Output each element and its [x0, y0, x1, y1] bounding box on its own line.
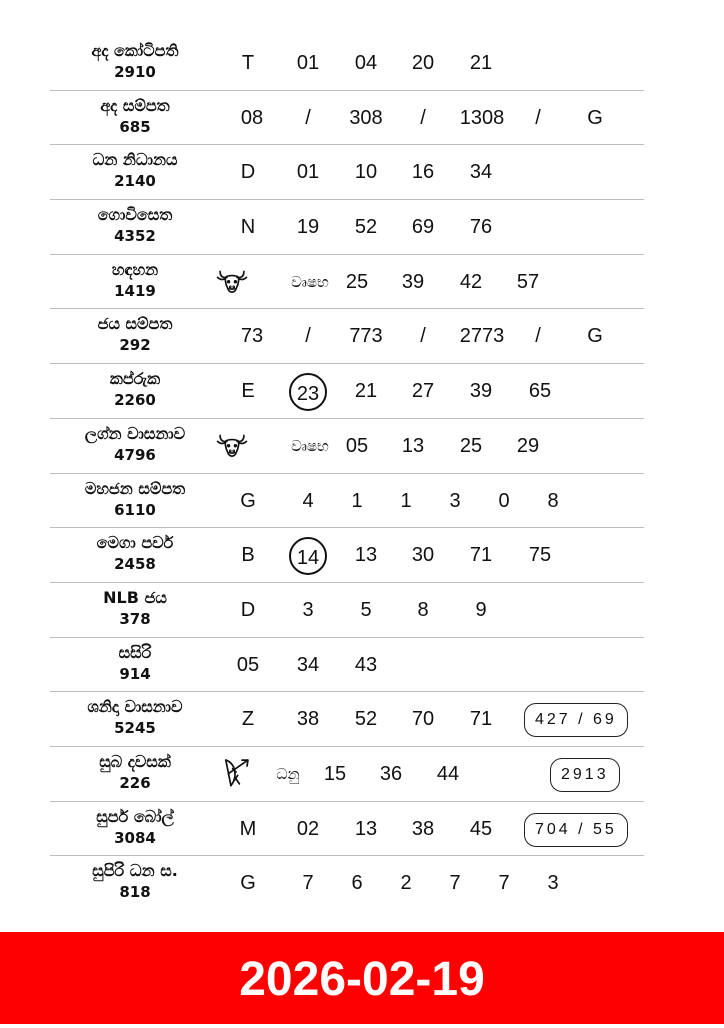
- result-number: 39: [401, 270, 425, 293]
- result-number: 02: [296, 817, 320, 840]
- result-number: 773: [349, 325, 383, 348]
- result-number: 01: [296, 161, 320, 184]
- result-number: 0: [498, 489, 510, 512]
- draw-number: 5245: [114, 719, 156, 738]
- result-row: [0, 747, 724, 802]
- result-number: 9: [475, 598, 487, 621]
- result-number: 71: [469, 708, 493, 731]
- result-number: 2: [400, 872, 412, 895]
- separator: /: [535, 106, 541, 129]
- result-row: [0, 528, 724, 583]
- lottery-name: මෙගා පවර්: [96, 533, 174, 553]
- lottery-name: ජය සම්පත: [97, 314, 173, 334]
- result-number: 01: [296, 52, 320, 74]
- result-number: 2773: [459, 325, 505, 348]
- lottery-name: ලග්න වාසනාව: [84, 423, 186, 443]
- result-number: 15: [323, 762, 347, 785]
- result-row: [0, 474, 724, 529]
- draw-number: 2260: [114, 391, 156, 410]
- draw-number: 1419: [114, 281, 156, 300]
- result-number: 38: [296, 708, 320, 731]
- draw-number: 2458: [114, 555, 156, 574]
- draw-number: 2140: [114, 172, 156, 191]
- result-row: [0, 802, 724, 857]
- lottery-name: කප්රුක: [109, 369, 161, 389]
- result-row: [0, 419, 724, 474]
- lottery-name: ශනිදා වාසනාව: [87, 697, 183, 717]
- result-number: 57: [516, 270, 540, 293]
- lottery-name: සුපිරි ධන ස.: [92, 861, 178, 881]
- result-number: 30: [411, 544, 435, 567]
- letter-code: D: [240, 161, 256, 184]
- result-number: 71: [469, 544, 493, 567]
- lottery-name: ගොවිසෙත: [97, 205, 173, 225]
- result-number: 65: [528, 380, 552, 403]
- result-number: 36: [379, 762, 403, 785]
- separator: /: [305, 106, 311, 129]
- zodiac-label: වෘෂභ: [291, 272, 329, 291]
- lottery-name: සුබ දවසක්: [99, 751, 171, 771]
- result-number: 45: [469, 817, 493, 840]
- result-number: 52: [354, 708, 378, 731]
- result-number: 05: [236, 653, 260, 676]
- separator: /: [305, 325, 311, 348]
- result-number: 29: [516, 434, 540, 457]
- result-number: 52: [354, 216, 378, 239]
- result-number: 04: [354, 52, 378, 74]
- result-row: [0, 638, 724, 693]
- result-number: 43: [354, 653, 378, 676]
- result-number: 20: [411, 52, 435, 74]
- bonus-number-circled: 23: [289, 373, 327, 411]
- bonus-number-circled: 14: [289, 537, 327, 575]
- special-number-box: 704 / 55: [524, 813, 628, 847]
- result-number: 1: [400, 489, 412, 512]
- result-number: G: [587, 325, 603, 348]
- draw-number: 818: [119, 883, 151, 902]
- draw-number: 378: [119, 609, 151, 628]
- letter-code: B: [241, 544, 255, 567]
- result-number: G: [587, 106, 603, 129]
- bull-icon: [215, 263, 249, 297]
- result-row: [0, 36, 724, 91]
- letter-code: M: [239, 817, 257, 840]
- result-number: 1308: [459, 106, 505, 129]
- draw-number: 292: [119, 336, 151, 355]
- result-number: 25: [345, 270, 369, 293]
- result-number: 05: [345, 434, 369, 457]
- result-number: 21: [354, 380, 378, 403]
- lottery-name: ධන නිධානය: [92, 150, 178, 170]
- result-number: 42: [459, 270, 483, 293]
- result-number: 25: [459, 434, 483, 457]
- result-number: 19: [296, 216, 320, 239]
- draw-date: 2026-02-19: [239, 953, 485, 1006]
- result-number: 8: [547, 489, 559, 512]
- result-number: 6: [351, 872, 363, 895]
- result-row: [0, 692, 724, 747]
- separator: /: [535, 325, 541, 348]
- result-number: 73: [240, 325, 264, 348]
- letter-code: G: [240, 489, 256, 512]
- result-row: [0, 200, 724, 255]
- result-number: 21: [469, 52, 493, 74]
- draw-number: 4352: [114, 227, 156, 246]
- lottery-name: සුපර් බෝල්: [96, 806, 174, 826]
- result-row: [0, 856, 724, 911]
- draw-number: 226: [119, 773, 151, 792]
- lottery-name: හඳහන: [111, 259, 159, 279]
- result-number: 10: [354, 161, 378, 184]
- draw-number: 685: [119, 117, 151, 136]
- result-row: [0, 91, 724, 146]
- result-number: 34: [469, 161, 493, 184]
- result-row: [0, 145, 724, 200]
- result-number: 08: [240, 106, 264, 129]
- result-number: 38: [411, 817, 435, 840]
- letter-code: D: [240, 598, 256, 621]
- lottery-name: අද සම්පත: [100, 95, 170, 115]
- result-number: 4: [302, 489, 314, 512]
- result-row: [0, 364, 724, 419]
- result-number: 16: [411, 161, 435, 184]
- draw-number: 4796: [114, 445, 156, 464]
- result-number: 3: [547, 872, 559, 895]
- zodiac-label: වෘෂභ: [291, 436, 329, 455]
- result-number: 1: [351, 489, 363, 512]
- result-number: 7: [302, 872, 314, 895]
- letter-code: T: [241, 52, 255, 74]
- result-number: 69: [411, 216, 435, 239]
- result-row: [0, 583, 724, 638]
- letter-code: Z: [241, 708, 255, 731]
- result-number: 44: [436, 762, 460, 785]
- result-number: 70: [411, 708, 435, 731]
- bull-icon: [215, 427, 249, 461]
- result-number: 7: [449, 872, 461, 895]
- draw-number: 6110: [114, 500, 156, 519]
- result-row: [0, 309, 724, 364]
- lottery-name: මහජන සම්පත: [84, 478, 186, 498]
- draw-number: 914: [119, 664, 151, 683]
- result-number: 13: [354, 544, 378, 567]
- result-number: 3: [449, 489, 461, 512]
- draw-number: 3084: [114, 828, 156, 847]
- result-number: 8: [417, 598, 429, 621]
- lottery-name: අද කෝටිපති: [91, 41, 179, 60]
- result-number: 13: [354, 817, 378, 840]
- special-number-box: 2913: [550, 758, 620, 792]
- result-number: 75: [528, 544, 552, 567]
- date-banner: [0, 932, 724, 1024]
- draw-number: 2910: [114, 63, 156, 81]
- separator: /: [420, 325, 426, 348]
- separator: /: [420, 106, 426, 129]
- special-number-box: 427 / 69: [524, 703, 628, 737]
- lottery-name: NLB ජය: [103, 587, 167, 607]
- result-row: [0, 255, 724, 310]
- result-number: 308: [349, 106, 383, 129]
- result-number: 27: [411, 380, 435, 403]
- result-number: 76: [469, 216, 493, 239]
- letter-code: G: [240, 872, 256, 895]
- letter-code: N: [240, 216, 256, 239]
- letter-code: E: [241, 380, 255, 403]
- result-number: 5: [360, 598, 372, 621]
- archer-icon: [219, 755, 253, 789]
- result-number: 3: [302, 598, 314, 621]
- results-list: [0, 36, 724, 911]
- result-number: 39: [469, 380, 493, 403]
- result-number: 7: [498, 872, 510, 895]
- result-number: 13: [401, 434, 425, 457]
- lottery-name: සසිරි: [118, 642, 152, 662]
- result-number: 34: [296, 653, 320, 676]
- zodiac-label: ධනු: [276, 764, 300, 783]
